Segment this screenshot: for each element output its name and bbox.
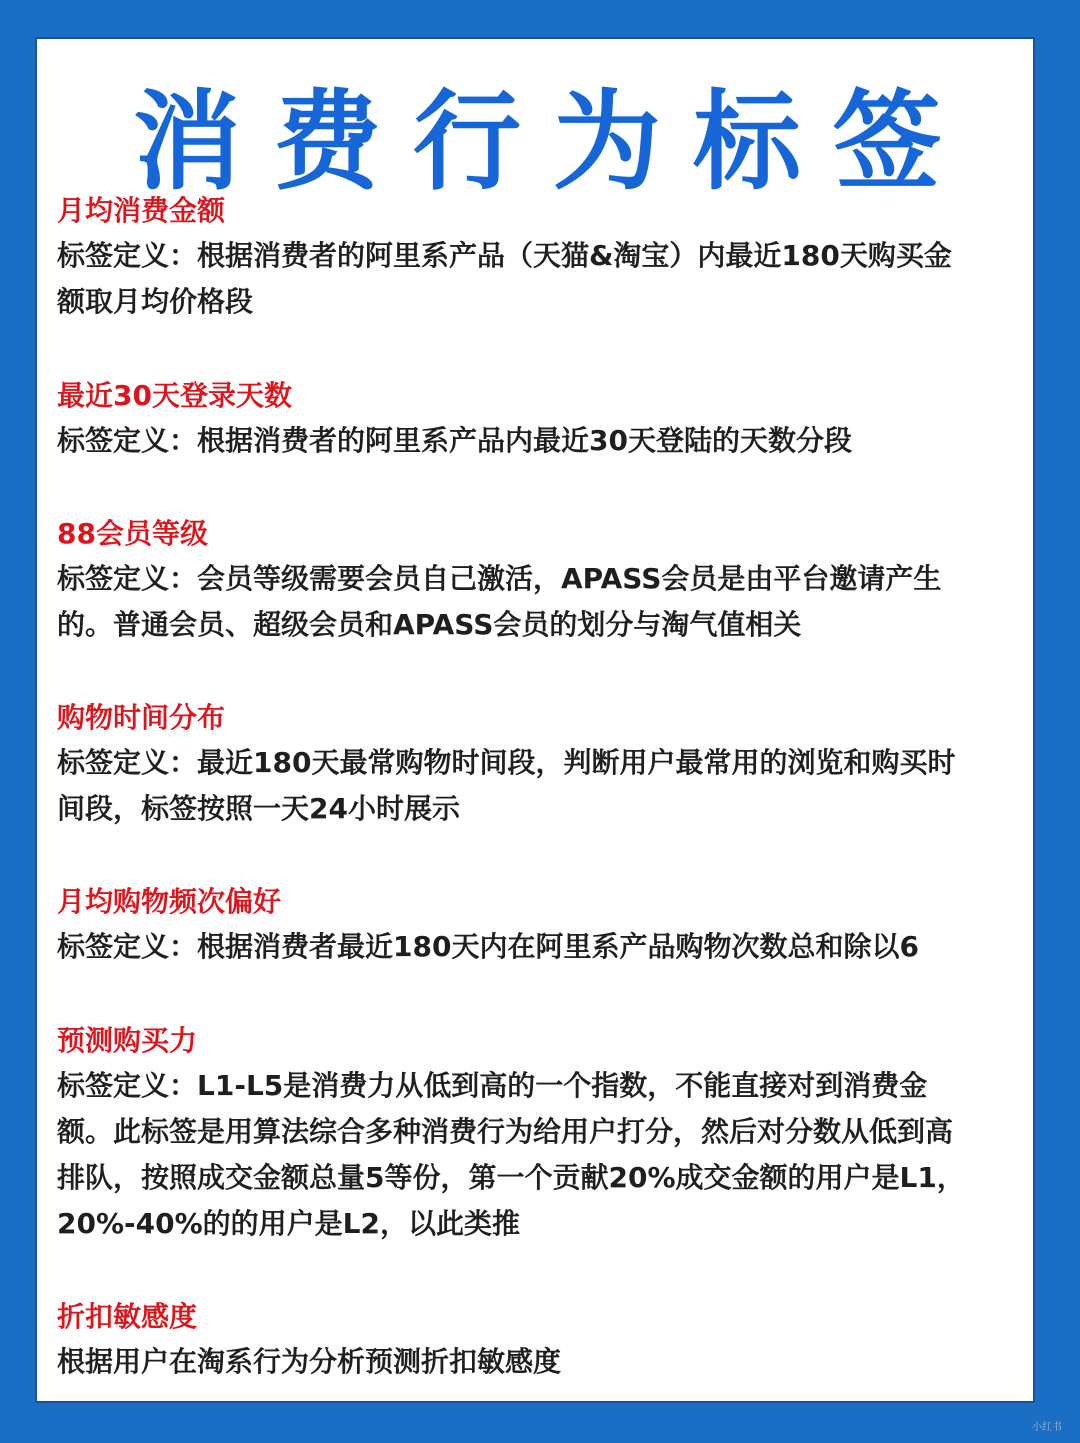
section-definition	[57, 233, 1017, 325]
section-definition	[57, 740, 1017, 832]
content-card	[35, 37, 1035, 1403]
page-title: 消费行为标签	[132, 80, 973, 205]
section-definition	[57, 924, 1017, 970]
section-login-days	[57, 374, 1017, 464]
definition-line: 排队，按照成交金额总量5等份，第一个贡献20%成交金额的用户是L1，	[57, 1161, 965, 1194]
definition-line: 额取月均价格段	[57, 285, 254, 318]
definition-line: 的。普通会员、超级会员和APASS会员的划分与淘气值相关	[57, 608, 802, 641]
section-purchasing-power	[57, 1019, 1017, 1247]
section-heading: 最近30天登录天数	[57, 379, 292, 412]
section-heading: 折扣敏感度	[57, 1300, 198, 1333]
section-heading: 月均购物频次偏好	[57, 885, 282, 918]
definition-line: 标签定义：根据消费者的阿里系产品内最近30天登陆的天数分段	[57, 424, 852, 457]
watermark: 小红书	[1032, 1422, 1062, 1433]
section-heading: 月均消费金额	[57, 194, 226, 227]
definition-line: 标签定义：根据消费者最近180天内在阿里系产品购物次数总和除以6	[57, 930, 919, 963]
section-monthly-spend	[57, 189, 1017, 325]
definition-line: 标签定义：最近180天最常购物时间段，判断用户最常用的浏览和购买时	[57, 746, 956, 779]
definition-line: 标签定义：根据消费者的阿里系产品（天猫&淘宝）内最近180天购买金	[57, 239, 952, 272]
section-heading: 88会员等级	[57, 517, 208, 550]
section-shopping-frequency	[57, 880, 1017, 970]
section-shopping-time	[57, 696, 1017, 832]
section-discount-sensitivity	[57, 1295, 1017, 1385]
section-heading: 购物时间分布	[57, 701, 226, 734]
section-88vip-level	[57, 512, 1017, 648]
definition-line: 标签定义：L1-L5是消费力从低到高的一个指数，不能直接对到消费金	[57, 1069, 928, 1102]
section-definition	[57, 1339, 1017, 1385]
section-definition	[57, 1063, 1017, 1247]
section-definition	[57, 418, 1017, 464]
section-definition	[57, 556, 1017, 648]
definition-line: 标签定义：会员等级需要会员自己激活，APASS会员是由平台邀请产生	[57, 562, 942, 595]
definition-line: 间段，标签按照一天24小时展示	[57, 792, 460, 825]
definition-line: 额。此标签是用算法综合多种消费行为给用户打分，然后对分数从低到高	[57, 1115, 954, 1148]
section-heading: 预测购买力	[57, 1024, 198, 1057]
definition-line: 根据用户在淘系行为分析预测折扣敏感度	[57, 1345, 562, 1378]
definition-line: 20%-40%的的用户是L2，以此类推	[57, 1207, 520, 1240]
